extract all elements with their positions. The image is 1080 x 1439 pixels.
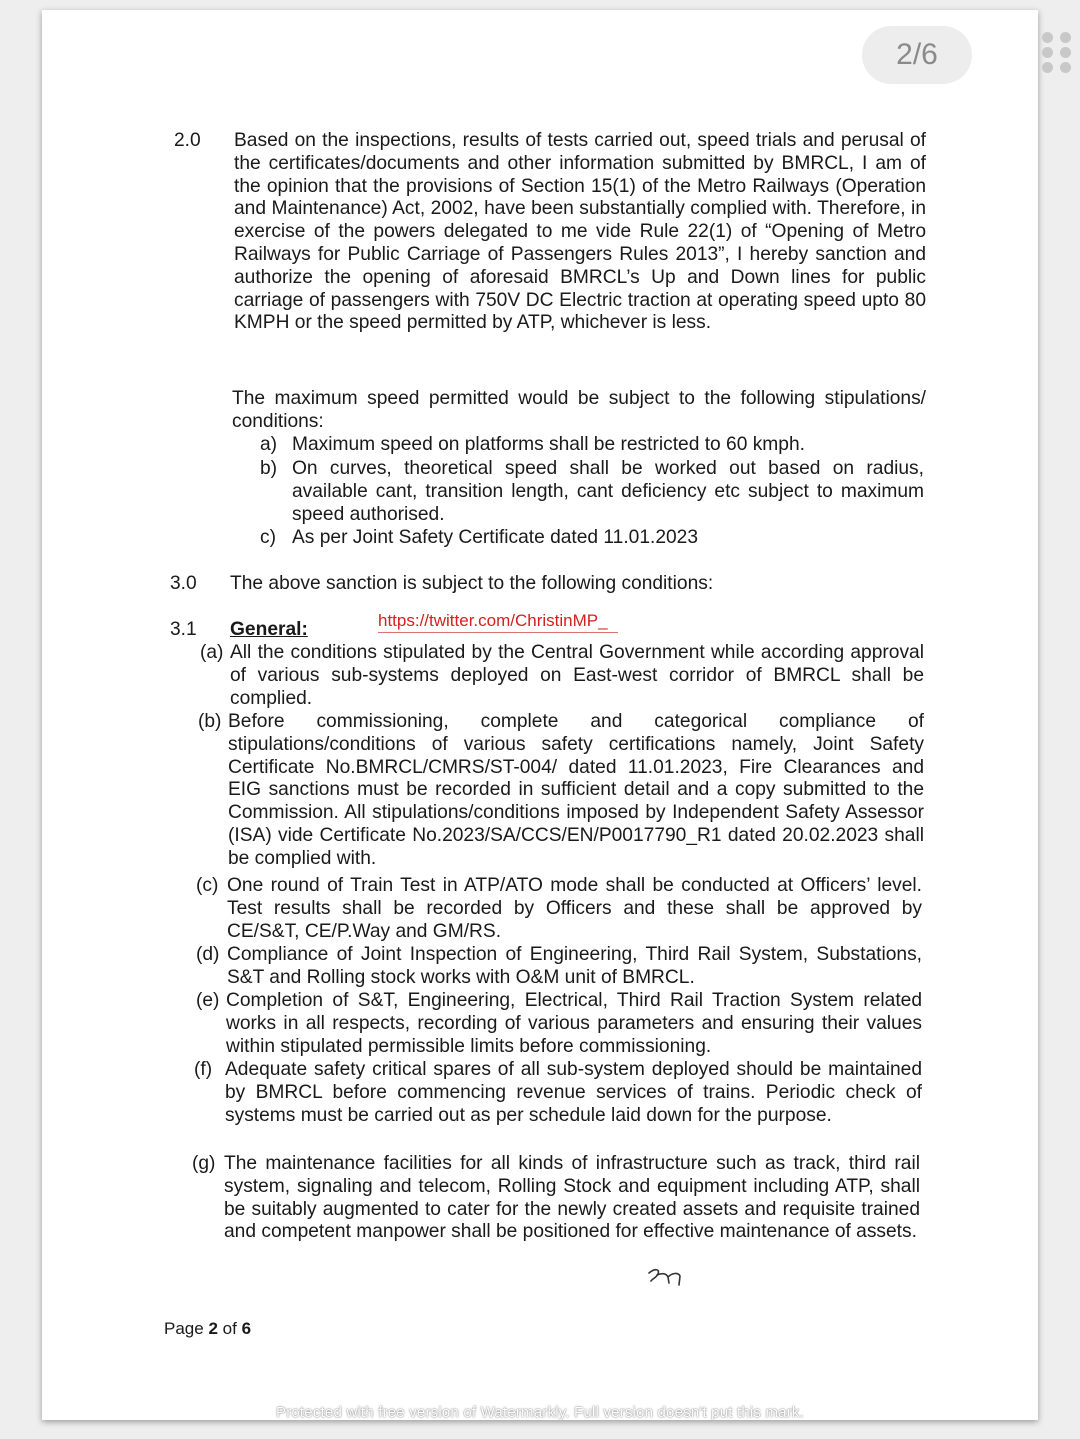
section-2-paragraph: Based on the inspections, results of tests carried out, speed trials and perusal of the certificates/documents and other information submitted by BMRCL, I am of the opinion that the provisions of Section 15(1) of the Metro Railways (Operation and Maintenance) Act, 2002, have been substantially complied with. Therefore, in exercise of the powers delegated to me vide Rule 22(1) of “Opening of Metro Railways for Public Carriage of Passengers Rules 2013”, I hereby sanction and authorize the opening of aforesaid BMRCL’s Up and Down lines for public carriage of passengers with 750V DC Electric traction at operating speed upto 80 KMPH or the speed permitted by ATP, whichever is less. [234, 130, 926, 334]
condition-item: (g) The maintenance facilities for all kinds of infrastructure such as track, third rail system, signaling and telecom, Rolling Stock and equipment including ATP, shall be suitably augmented to cater for the newly created assets and requisite trained and competent manpower shall be positioned for effective maintenance of assets. [192, 1153, 920, 1243]
condition-item: (b) Before commissioning, complete and categorical compliance of stipulations/conditions of various safety certifications namely, Joint Safety Certificate No.BMRCL/CMRS/ST-004/ dated 11.01.2023, Fire Clearances and EIG sanctions must be recorded in sufficient detail and a copy submitted to the Commission. All stipulations/conditions imposed by Independent Safety Assessor (ISA) vide Certificate No.2023/SA/CCS/EN/P0017790_R1 dated 20.02.2023 shall be complied with. [198, 711, 924, 869]
condition-item: (d) Compliance of Joint Inspection of Engineering, Third Rail System, Substations, S&T and Rolling stock works with O&M unit of BMRCL. [196, 944, 922, 988]
dot [1042, 47, 1053, 58]
speed-item: b) On curves, theoretical speed shall be worked out based on radius, available cant, transition length, cant deficiency etc subject to maximum speed authorised. [260, 458, 924, 525]
speed-item: a) Maximum speed on platforms shall be restricted to 60 kmph. [260, 434, 805, 455]
page-counter-badge: 2/6 [862, 26, 972, 84]
watermark-text: Protected with free version of Watermarkly. Full version doesn't put this mark. [275, 1404, 805, 1420]
dot [1060, 32, 1071, 43]
page-footer: Page 2 of 6 [164, 1319, 252, 1338]
condition-item: (c) One round of Train Test in ATP/ATO mode shall be conducted at Officers’ level. Test results shall be recorded by Officers and these shall be approved by CE/S&T, CE/P.Way and GM/RS. [196, 875, 922, 942]
condition-item: (e) Completion of S&T, Engineering, Electrical, Third Rail Traction System related works in all respects, recording of various parameters and ensuring their values within stipulated permissible limits before commissioning. [196, 990, 922, 1057]
speed-intro: The maximum speed permitted would be subject to the following stipulations/ conditions: [232, 388, 926, 432]
condition-item: (a) All the conditions stipulated by the Central Government while according approval of various sub-systems deployed on East-west corridor of BMRCL shall be complied. [200, 642, 924, 709]
section-number: 3.0 [170, 573, 197, 594]
handwritten-initials-icon [646, 1265, 686, 1289]
dot [1042, 62, 1053, 73]
more-dots-icon[interactable] [1042, 32, 1074, 78]
section-3-text: The above sanction is subject to the following conditions: [230, 573, 714, 594]
condition-item: (f) Adequate safety critical spares of all sub-system deployed should be maintained by BMRCL before commencing revenue services of trains. Periodic check of systems must be carried out as per schedule laid down for the purpose. [194, 1059, 922, 1126]
speed-item: c) As per Joint Safety Certificate dated 11.01.2023 [260, 527, 699, 548]
section-number: 2.0 [174, 130, 201, 151]
dot [1060, 62, 1071, 73]
section-heading: General: [230, 619, 308, 640]
dot [1042, 32, 1053, 43]
section-number: 3.1 [170, 619, 197, 640]
twitter-link[interactable]: https://twitter.com/ChristinMP_ [378, 610, 608, 633]
document-page[interactable] [42, 10, 1038, 1420]
dot [1060, 47, 1071, 58]
